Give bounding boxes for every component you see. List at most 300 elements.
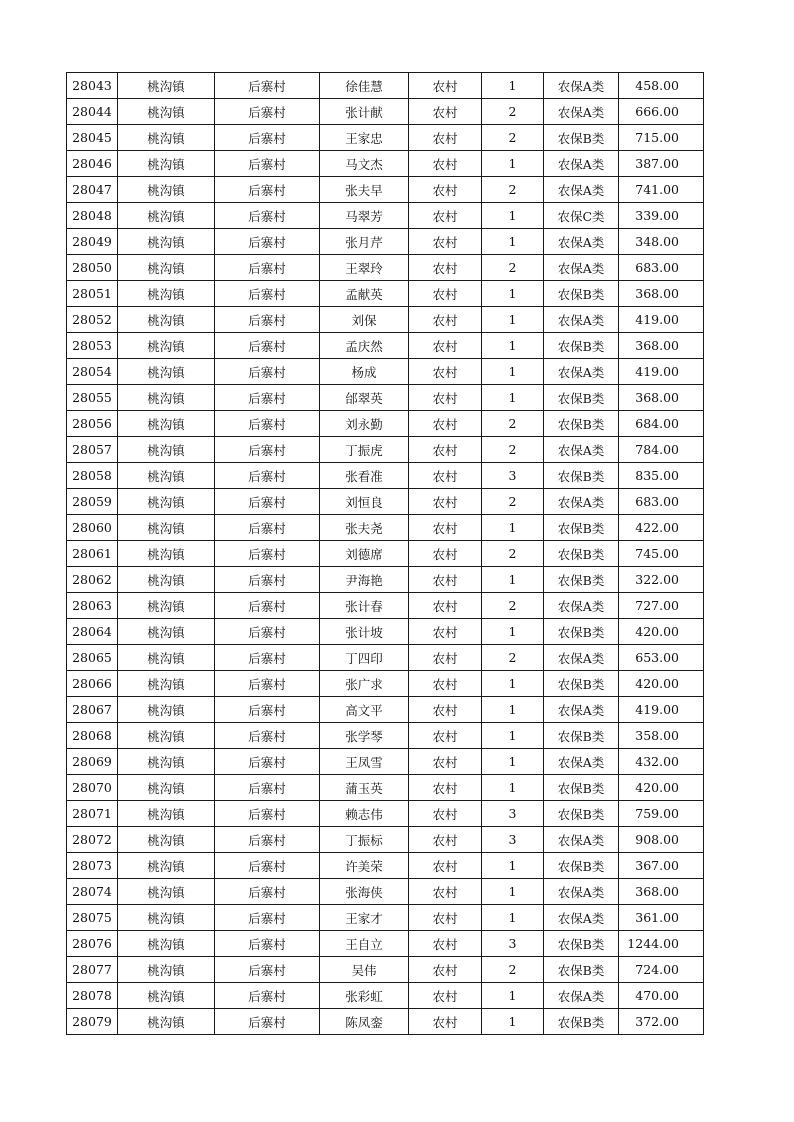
roster-body [67,73,704,1035]
cell-village: 后寨村 [215,931,320,957]
cell-insurance-class: 农保A类 [544,489,619,515]
cell-insurance-class: 农保B类 [544,801,619,827]
cell-record-id: 28044 [67,99,118,125]
cell-amount: 432.00 [619,749,704,775]
cell-member-count: 2 [482,177,544,203]
cell-amount: 741.00 [619,177,704,203]
cell-household-type: 农村 [409,749,482,775]
table-row [67,567,704,593]
cell-household-type: 农村 [409,827,482,853]
table-row [67,749,704,775]
cell-member-count: 1 [482,229,544,255]
cell-amount: 715.00 [619,125,704,151]
cell-town: 桃沟镇 [118,827,215,853]
cell-member-count: 3 [482,931,544,957]
cell-town: 桃沟镇 [118,593,215,619]
cell-amount: 368.00 [619,281,704,307]
cell-member-count: 1 [482,333,544,359]
cell-household-type: 农村 [409,333,482,359]
cell-member-count: 1 [482,151,544,177]
cell-town: 桃沟镇 [118,905,215,931]
cell-amount: 666.00 [619,99,704,125]
cell-town: 桃沟镇 [118,619,215,645]
cell-member-count: 2 [482,125,544,151]
cell-name: 高文平 [320,697,409,723]
cell-name: 孟献英 [320,281,409,307]
cell-name: 张计春 [320,593,409,619]
cell-member-count: 2 [482,957,544,983]
cell-village: 后寨村 [215,905,320,931]
cell-amount: 724.00 [619,957,704,983]
cell-record-id: 28063 [67,593,118,619]
cell-town: 桃沟镇 [118,723,215,749]
cell-town: 桃沟镇 [118,957,215,983]
cell-name: 丁振虎 [320,437,409,463]
cell-town: 桃沟镇 [118,281,215,307]
cell-town: 桃沟镇 [118,515,215,541]
cell-record-id: 28075 [67,905,118,931]
cell-town: 桃沟镇 [118,307,215,333]
cell-insurance-class: 农保B类 [544,411,619,437]
cell-member-count: 1 [482,905,544,931]
cell-insurance-class: 农保A类 [544,307,619,333]
table-row [67,957,704,983]
cell-member-count: 1 [482,359,544,385]
cell-amount: 419.00 [619,697,704,723]
roster-sheet [66,72,703,1035]
cell-household-type: 农村 [409,411,482,437]
table-row [67,801,704,827]
cell-name: 徐佳慧 [320,73,409,99]
cell-village: 后寨村 [215,515,320,541]
table-row [67,73,704,99]
cell-town: 桃沟镇 [118,463,215,489]
cell-town: 桃沟镇 [118,541,215,567]
cell-town: 桃沟镇 [118,151,215,177]
cell-name: 张广求 [320,671,409,697]
cell-name: 许美荣 [320,853,409,879]
cell-name: 张计坡 [320,619,409,645]
table-row [67,775,704,801]
cell-insurance-class: 农保B类 [544,775,619,801]
cell-insurance-class: 农保A类 [544,255,619,281]
cell-village: 后寨村 [215,125,320,151]
cell-insurance-class: 农保A类 [544,749,619,775]
table-row [67,515,704,541]
cell-household-type: 农村 [409,463,482,489]
cell-member-count: 1 [482,619,544,645]
cell-household-type: 农村 [409,281,482,307]
table-row [67,853,704,879]
table-row [67,99,704,125]
cell-member-count: 1 [482,281,544,307]
cell-name: 孟庆然 [320,333,409,359]
cell-insurance-class: 农保C类 [544,203,619,229]
cell-town: 桃沟镇 [118,255,215,281]
cell-village: 后寨村 [215,957,320,983]
cell-household-type: 农村 [409,775,482,801]
cell-town: 桃沟镇 [118,645,215,671]
cell-household-type: 农村 [409,593,482,619]
cell-amount: 420.00 [619,619,704,645]
cell-name: 丁振标 [320,827,409,853]
cell-town: 桃沟镇 [118,775,215,801]
cell-insurance-class: 农保A类 [544,151,619,177]
cell-member-count: 2 [482,489,544,515]
cell-insurance-class: 农保A类 [544,905,619,931]
cell-record-id: 28051 [67,281,118,307]
table-row [67,645,704,671]
cell-household-type: 农村 [409,697,482,723]
cell-amount: 683.00 [619,489,704,515]
cell-village: 后寨村 [215,281,320,307]
cell-village: 后寨村 [215,749,320,775]
cell-village: 后寨村 [215,411,320,437]
cell-insurance-class: 农保B类 [544,541,619,567]
cell-insurance-class: 农保B类 [544,515,619,541]
cell-name: 赖志伟 [320,801,409,827]
table-row [67,697,704,723]
cell-record-id: 28076 [67,931,118,957]
cell-village: 后寨村 [215,437,320,463]
table-row [67,307,704,333]
cell-record-id: 28055 [67,385,118,411]
cell-insurance-class: 农保B类 [544,385,619,411]
cell-village: 后寨村 [215,99,320,125]
cell-name: 张学琴 [320,723,409,749]
cell-town: 桃沟镇 [118,203,215,229]
cell-name: 张夫早 [320,177,409,203]
table-row [67,463,704,489]
cell-household-type: 农村 [409,931,482,957]
cell-member-count: 2 [482,99,544,125]
cell-household-type: 农村 [409,229,482,255]
cell-record-id: 28048 [67,203,118,229]
cell-town: 桃沟镇 [118,671,215,697]
table-row [67,255,704,281]
cell-amount: 759.00 [619,801,704,827]
cell-insurance-class: 农保A类 [544,879,619,905]
cell-record-id: 28068 [67,723,118,749]
cell-amount: 368.00 [619,385,704,411]
table-row [67,411,704,437]
cell-town: 桃沟镇 [118,853,215,879]
cell-insurance-class: 农保B类 [544,931,619,957]
cell-member-count: 1 [482,671,544,697]
cell-amount: 684.00 [619,411,704,437]
cell-town: 桃沟镇 [118,411,215,437]
cell-village: 后寨村 [215,489,320,515]
cell-household-type: 农村 [409,905,482,931]
cell-amount: 745.00 [619,541,704,567]
cell-amount: 420.00 [619,775,704,801]
cell-town: 桃沟镇 [118,385,215,411]
cell-village: 后寨村 [215,567,320,593]
cell-household-type: 农村 [409,307,482,333]
cell-village: 后寨村 [215,801,320,827]
cell-village: 后寨村 [215,73,320,99]
cell-town: 桃沟镇 [118,437,215,463]
cell-member-count: 1 [482,697,544,723]
cell-amount: 358.00 [619,723,704,749]
cell-record-id: 28079 [67,1009,118,1035]
cell-amount: 908.00 [619,827,704,853]
cell-member-count: 1 [482,749,544,775]
cell-member-count: 2 [482,255,544,281]
cell-name: 刘德席 [320,541,409,567]
cell-member-count: 1 [482,567,544,593]
cell-member-count: 1 [482,983,544,1009]
cell-name: 张海侠 [320,879,409,905]
cell-village: 后寨村 [215,463,320,489]
cell-amount: 348.00 [619,229,704,255]
cell-household-type: 农村 [409,125,482,151]
cell-household-type: 农村 [409,1009,482,1035]
cell-record-id: 28073 [67,853,118,879]
cell-household-type: 农村 [409,515,482,541]
cell-village: 后寨村 [215,775,320,801]
cell-name: 马文杰 [320,151,409,177]
cell-household-type: 农村 [409,541,482,567]
cell-town: 桃沟镇 [118,879,215,905]
cell-household-type: 农村 [409,853,482,879]
cell-insurance-class: 农保A类 [544,229,619,255]
cell-name: 张看准 [320,463,409,489]
cell-name: 刘恒良 [320,489,409,515]
cell-name: 刘永勤 [320,411,409,437]
cell-record-id: 28069 [67,749,118,775]
cell-insurance-class: 农保A类 [544,983,619,1009]
cell-record-id: 28064 [67,619,118,645]
cell-member-count: 1 [482,723,544,749]
cell-member-count: 3 [482,827,544,853]
cell-record-id: 28047 [67,177,118,203]
table-row [67,1009,704,1035]
cell-town: 桃沟镇 [118,177,215,203]
cell-town: 桃沟镇 [118,567,215,593]
cell-village: 后寨村 [215,385,320,411]
cell-name: 张彩虹 [320,983,409,1009]
cell-record-id: 28074 [67,879,118,905]
cell-record-id: 28043 [67,73,118,99]
cell-member-count: 1 [482,385,544,411]
cell-town: 桃沟镇 [118,489,215,515]
cell-household-type: 农村 [409,489,482,515]
cell-town: 桃沟镇 [118,333,215,359]
cell-record-id: 28050 [67,255,118,281]
table-row [67,879,704,905]
cell-town: 桃沟镇 [118,983,215,1009]
cell-record-id: 28060 [67,515,118,541]
cell-name: 王翠玲 [320,255,409,281]
cell-record-id: 28065 [67,645,118,671]
cell-member-count: 1 [482,307,544,333]
cell-name: 杨成 [320,359,409,385]
cell-member-count: 2 [482,541,544,567]
cell-name: 王家才 [320,905,409,931]
cell-name: 张夫尧 [320,515,409,541]
cell-name: 蒲玉英 [320,775,409,801]
cell-amount: 419.00 [619,307,704,333]
cell-insurance-class: 农保A类 [544,437,619,463]
cell-insurance-class: 农保B类 [544,567,619,593]
table-row [67,827,704,853]
cell-town: 桃沟镇 [118,1009,215,1035]
cell-insurance-class: 农保B类 [544,671,619,697]
cell-member-count: 1 [482,775,544,801]
cell-insurance-class: 农保B类 [544,853,619,879]
cell-insurance-class: 农保A类 [544,177,619,203]
cell-household-type: 农村 [409,957,482,983]
cell-village: 后寨村 [215,853,320,879]
table-row [67,281,704,307]
cell-household-type: 农村 [409,567,482,593]
cell-record-id: 28053 [67,333,118,359]
cell-amount: 683.00 [619,255,704,281]
cell-name: 王家忠 [320,125,409,151]
cell-amount: 1244.00 [619,931,704,957]
cell-member-count: 2 [482,437,544,463]
table-row [67,983,704,1009]
cell-member-count: 1 [482,73,544,99]
cell-village: 后寨村 [215,645,320,671]
cell-insurance-class: 农保A类 [544,99,619,125]
cell-record-id: 28077 [67,957,118,983]
cell-record-id: 28078 [67,983,118,1009]
cell-name: 吴伟 [320,957,409,983]
cell-member-count: 1 [482,203,544,229]
table-row [67,385,704,411]
cell-amount: 653.00 [619,645,704,671]
table-row [67,203,704,229]
cell-insurance-class: 农保B类 [544,333,619,359]
table-row [67,437,704,463]
cell-member-count: 2 [482,411,544,437]
cell-village: 后寨村 [215,177,320,203]
cell-record-id: 28062 [67,567,118,593]
cell-village: 后寨村 [215,723,320,749]
cell-insurance-class: 农保A类 [544,697,619,723]
cell-record-id: 28061 [67,541,118,567]
table-row [67,723,704,749]
cell-name: 张月芹 [320,229,409,255]
cell-record-id: 28067 [67,697,118,723]
cell-insurance-class: 农保B类 [544,1009,619,1035]
cell-household-type: 农村 [409,437,482,463]
cell-village: 后寨村 [215,983,320,1009]
cell-amount: 387.00 [619,151,704,177]
cell-village: 后寨村 [215,255,320,281]
cell-record-id: 28066 [67,671,118,697]
cell-village: 后寨村 [215,697,320,723]
cell-member-count: 2 [482,593,544,619]
cell-household-type: 农村 [409,879,482,905]
cell-amount: 470.00 [619,983,704,1009]
cell-name: 陈凤銮 [320,1009,409,1035]
cell-village: 后寨村 [215,619,320,645]
cell-household-type: 农村 [409,723,482,749]
cell-insurance-class: 农保A类 [544,645,619,671]
cell-town: 桃沟镇 [118,931,215,957]
table-row [67,333,704,359]
table-row [67,905,704,931]
cell-household-type: 农村 [409,385,482,411]
cell-household-type: 农村 [409,801,482,827]
cell-insurance-class: 农保B类 [544,723,619,749]
cell-household-type: 农村 [409,983,482,1009]
cell-household-type: 农村 [409,151,482,177]
cell-household-type: 农村 [409,203,482,229]
cell-record-id: 28071 [67,801,118,827]
cell-member-count: 1 [482,879,544,905]
cell-household-type: 农村 [409,255,482,281]
cell-village: 后寨村 [215,229,320,255]
cell-household-type: 农村 [409,671,482,697]
cell-insurance-class: 农保B类 [544,125,619,151]
cell-village: 后寨村 [215,203,320,229]
cell-name: 张计献 [320,99,409,125]
cell-amount: 361.00 [619,905,704,931]
cell-amount: 420.00 [619,671,704,697]
cell-village: 后寨村 [215,827,320,853]
cell-town: 桃沟镇 [118,73,215,99]
cell-amount: 372.00 [619,1009,704,1035]
cell-household-type: 农村 [409,177,482,203]
cell-village: 后寨村 [215,359,320,385]
table-row [67,177,704,203]
cell-record-id: 28072 [67,827,118,853]
cell-member-count: 1 [482,853,544,879]
table-row [67,125,704,151]
cell-record-id: 28045 [67,125,118,151]
table-row [67,541,704,567]
cell-town: 桃沟镇 [118,359,215,385]
cell-village: 后寨村 [215,671,320,697]
cell-name: 刘保 [320,307,409,333]
cell-record-id: 28057 [67,437,118,463]
cell-record-id: 28059 [67,489,118,515]
cell-insurance-class: 农保B类 [544,281,619,307]
cell-member-count: 3 [482,801,544,827]
cell-amount: 367.00 [619,853,704,879]
table-row [67,593,704,619]
cell-record-id: 28049 [67,229,118,255]
cell-village: 后寨村 [215,593,320,619]
cell-record-id: 28054 [67,359,118,385]
cell-record-id: 28070 [67,775,118,801]
cell-amount: 322.00 [619,567,704,593]
cell-record-id: 28046 [67,151,118,177]
cell-name: 丁四印 [320,645,409,671]
cell-insurance-class: 农保A类 [544,827,619,853]
cell-household-type: 农村 [409,645,482,671]
cell-name: 王自立 [320,931,409,957]
cell-town: 桃沟镇 [118,99,215,125]
cell-amount: 339.00 [619,203,704,229]
cell-amount: 422.00 [619,515,704,541]
cell-record-id: 28052 [67,307,118,333]
table-row [67,671,704,697]
table-row [67,619,704,645]
table-row [67,489,704,515]
cell-household-type: 农村 [409,73,482,99]
cell-amount: 458.00 [619,73,704,99]
cell-village: 后寨村 [215,541,320,567]
cell-member-count: 1 [482,1009,544,1035]
cell-town: 桃沟镇 [118,697,215,723]
cell-name: 王凤雪 [320,749,409,775]
cell-insurance-class: 农保B类 [544,463,619,489]
